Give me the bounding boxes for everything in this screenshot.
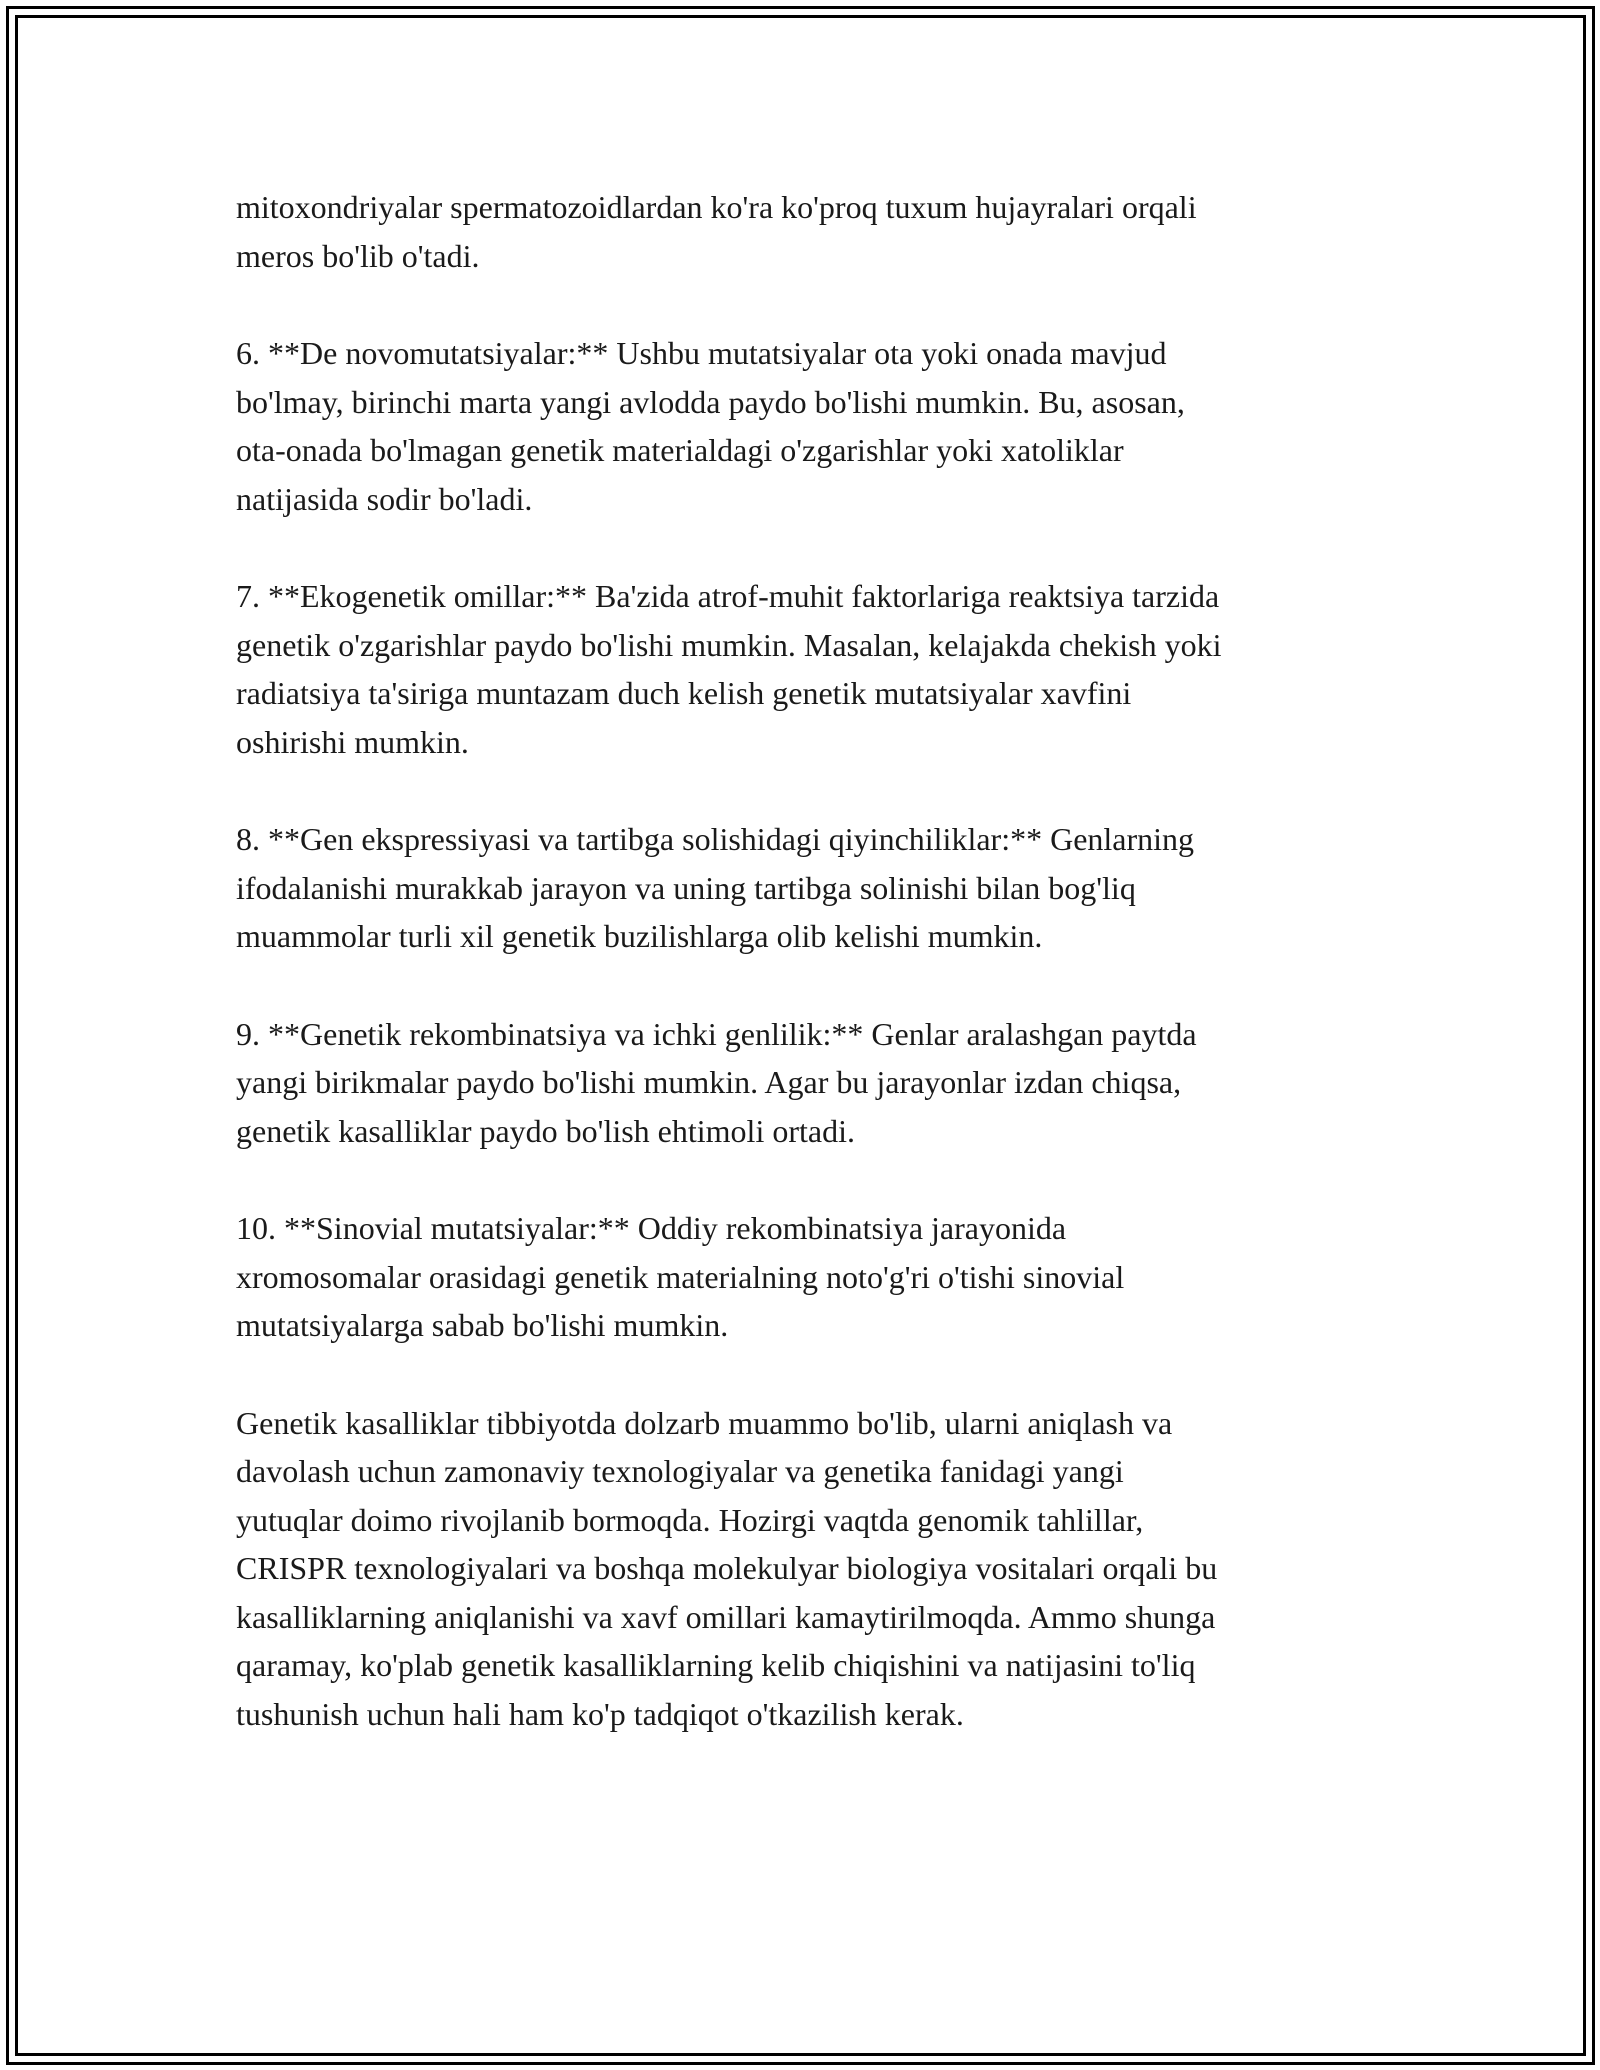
text-line: qaramay, ko'plab genetik kasalliklarning kelib chiqishini va natijasini to'liq	[236, 1647, 1196, 1683]
text-line: 9. **Genetik rekombinatsiya va ichki genlilik:** Genlar aralashgan paytda	[236, 1015, 1197, 1052]
text-line: oshirishi mumkin.	[236, 723, 469, 760]
text-line: CRISPR texnologiyalari va boshqa molekulyar biologiya vositalari orqali bu	[236, 1550, 1218, 1586]
text-line: 7. **Ekogenetik omillar:** Ba'zida atrof-muhit faktorlariga reaktsiya tarzida	[236, 578, 1220, 614]
text-line: mitoxondriyalar spermatozoidlardan ko'ra ko'proq tuxum hujayralari orqali	[236, 189, 1197, 225]
text-line: tushunish uchun hali ham ko'p tadqiqot o'tkazilish kerak.	[236, 1695, 964, 1732]
document-body	[236, 183, 1376, 1787]
paragraph-item-9	[236, 1010, 1376, 1156]
paragraph-item-6	[236, 329, 1376, 523]
paragraph-conclusion	[236, 1399, 1376, 1739]
text-line: ifodalanishi murakkab jarayon va uning tartibga solinishi bilan bog'liq	[236, 869, 1136, 906]
paragraph-item-7	[236, 572, 1376, 766]
text-line: yangi birikmalar paydo bo'lishi mumkin. Agar bu jarayonlar izdan chiqsa,	[236, 1064, 1182, 1100]
text-line: yutuqlar doimo rivojlanib bormoqda. Hozirgi vaqtda genomik tahlillar,	[236, 1501, 1144, 1538]
text-line: radiatsiya ta'siriga muntazam duch kelish genetik mutatsiyalar xavfini	[236, 675, 1132, 711]
text-line: mutatsiyalarga sabab bo'lishi mumkin.	[236, 1307, 729, 1343]
text-line: genetik o'zgarishlar paydo bo'lishi mumkin. Masalan, kelajakda chekish yoki	[236, 626, 1222, 663]
text-line: Genetik kasalliklar tibbiyotda dolzarb muammo bo'lib, ularni aniqlash va	[236, 1404, 1173, 1441]
text-line: davolash uchun zamonaviy texnologiyalar va genetika fanidagi yangi	[236, 1453, 1124, 1489]
text-line: genetik kasalliklar paydo bo'lish ehtimoli ortadi.	[236, 1112, 855, 1149]
text-line: 10. **Sinovial mutatsiyalar:** Oddiy rekombinatsiya jarayonida	[236, 1210, 1067, 1246]
text-line: 6. **De novomutatsiyalar:** Ushbu mutatsiyalar ota yoki onada mavjud	[236, 335, 1167, 371]
text-line: 8. **Gen ekspressiyasi va tartibga solishidagi qiyinchiliklar:** Genlarning	[236, 821, 1195, 857]
text-line: meros bo'lib o'tadi.	[236, 237, 480, 274]
text-line: ota-onada bo'lmagan genetik materialdagi o'zgarishlar yoki xatoliklar	[236, 432, 1124, 468]
text-line: xromosomalar orasidagi genetik materialning noto'g'ri o'tishi sinovial	[236, 1258, 1125, 1295]
text-line: muammolar turli xil genetik buzilishlarga olib kelishi mumkin.	[236, 918, 1043, 954]
text-line: bo'lmay, birinchi marta yangi avlodda paydo bo'lishi mumkin. Bu, asosan,	[236, 383, 1185, 420]
paragraph-mitochondria-continuation	[236, 183, 1376, 280]
paragraph-item-8	[236, 815, 1376, 961]
text-line: kasalliklarning aniqlanishi va xavf omillari kamaytirilmoqda. Ammo shunga	[236, 1598, 1216, 1635]
paragraph-item-10	[236, 1204, 1376, 1350]
text-line: natijasida sodir bo'ladi.	[236, 480, 533, 517]
